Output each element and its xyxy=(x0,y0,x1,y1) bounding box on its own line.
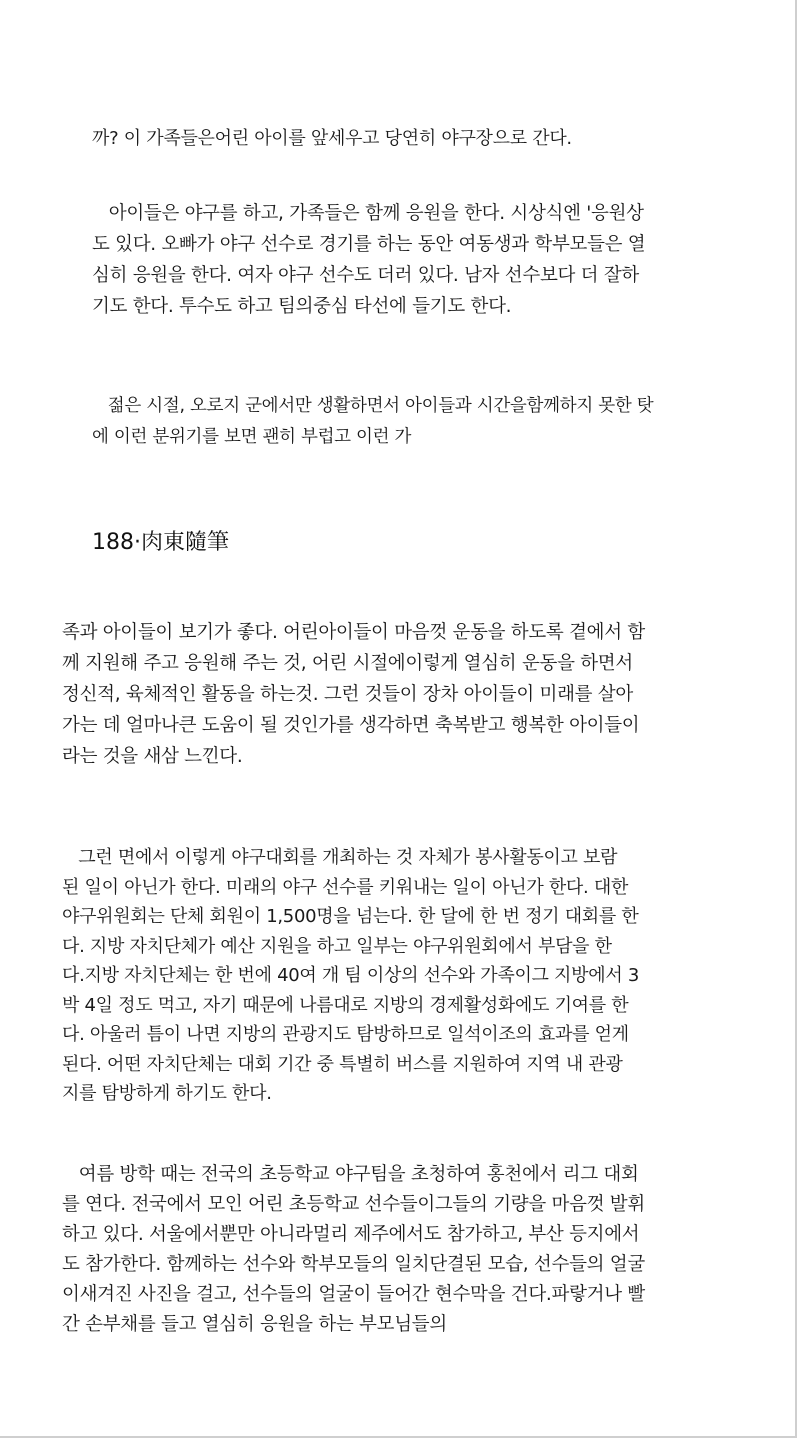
text-line: 에 이런 분위기를 보면 괜히 부럽고 이런 가 xyxy=(92,427,412,447)
text-line: 야구위원회는 단체 회원이 1,500명을 넘는다. 한 달에 한 번 정기 대회를 한 xyxy=(62,906,639,927)
text-line: 심히 응원을 한다. 여자 야구 선수도 더러 있다. 남자 선수보다 더 잘하 xyxy=(92,265,639,286)
paragraph-2 xyxy=(92,198,645,322)
paragraph-3 xyxy=(92,391,653,453)
text-line: 여름 방학 때는 전국의 초등학교 야구팀을 초청하여 홍천에서 리그 대회 xyxy=(62,1164,639,1185)
paragraph-5 xyxy=(62,843,639,1109)
text-line: 기도 한다. 투수도 하고 팀의중심 타선에 들기도 한다. xyxy=(92,296,512,317)
text-line: 지를 탐방하게 하기도 한다. xyxy=(62,1083,272,1104)
text-line: 젊은 시절, 오로지 군에서만 생활하면서 아이들과 시간을함께하지 못한 탓 xyxy=(92,396,654,416)
paragraph-6 xyxy=(62,1160,645,1340)
text-line: 라는 것을 새삼 느낀다. xyxy=(62,746,243,767)
text-line: 간 손부채를 들고 열심히 응원을 하는 부모님들의 xyxy=(62,1314,447,1335)
text-line: 하고 있다. 서울에서뿐만 아니라멀리 제주에서도 참가하고, 부산 등지에서 xyxy=(62,1224,640,1245)
text-line: 께 지원해 주고 응원해 주는 것, 어린 시절에이렇게 열심히 운동을 하면서 xyxy=(62,653,633,674)
text-line: 정신적, 육체적인 활동을 하는것. 그런 것들이 장차 아이들이 미래를 살아 xyxy=(62,684,633,705)
text-line: 다.지방 자치단체는 한 번에 40여 개 팀 이상의 선수와 가족이그 지방에서 3 xyxy=(62,965,639,986)
text-line: 도 참가한다. 함께하는 선수와 학부모들의 일치단결된 모습, 선수들의 얼굴 xyxy=(62,1254,645,1275)
text-line: 가는 데 얼마나큰 도움이 될 것인가를 생각하면 축복받고 행복한 아이들이 xyxy=(62,715,640,736)
text-line: 된다. 어떤 자치단체는 대회 기간 중 특별히 버스를 지원하여 지역 내 관광 xyxy=(62,1053,623,1075)
text-line: 다. 아울러 틈이 나면 지방의 관광지도 탐방하므로 일석이조의 효과를 얻게 xyxy=(62,1024,629,1045)
text-line: 이새겨진 사진을 걸고, 선수들의 얼굴이 들어간 현수막을 건다.파랗거나 빨 xyxy=(62,1284,645,1305)
text-line: 아이들은 야구를 하고, 가족들은 함께 응원을 한다. 시상식엔 '응원상 xyxy=(92,203,644,224)
text-line: 까? 이 가족들은어린 아이를 앞세우고 당연히 야구장으로 간다. xyxy=(92,128,572,149)
text-line: 다. 지방 자치단체가 예산 지원을 하고 일부는 야구위원회에서 부담을 한 xyxy=(62,935,612,957)
text-line: 족과 아이들이 보기가 좋다. 어린아이들이 마음껏 운동을 하도록 곁에서 함 xyxy=(62,622,645,643)
paragraph-1 xyxy=(92,127,572,151)
text-line: 박 4일 정도 먹고, 자기 때문에 나름대로 지방의 경제활성화에도 기여를 한 xyxy=(62,994,629,1016)
text-line: 된 일이 아닌가 한다. 미래의 야구 선수를 키워내는 일이 아닌가 한다. 대한 xyxy=(62,876,629,898)
page-header: 188·肉東隨筆 xyxy=(92,530,229,555)
paragraph-4 xyxy=(62,617,645,772)
text-line: 를 연다. 전국에서 모인 어린 초등학교 선수들이그들의 기량을 마음껏 발휘 xyxy=(62,1194,645,1215)
text-line: 도 있다. 오빠가 야구 선수로 경기를 하는 동안 여동생과 학부모들은 열 xyxy=(92,234,646,255)
text-line: 그런 면에서 이렇게 야구대회를 개최하는 것 자체가 봉사활동이고 보람 xyxy=(62,847,618,868)
